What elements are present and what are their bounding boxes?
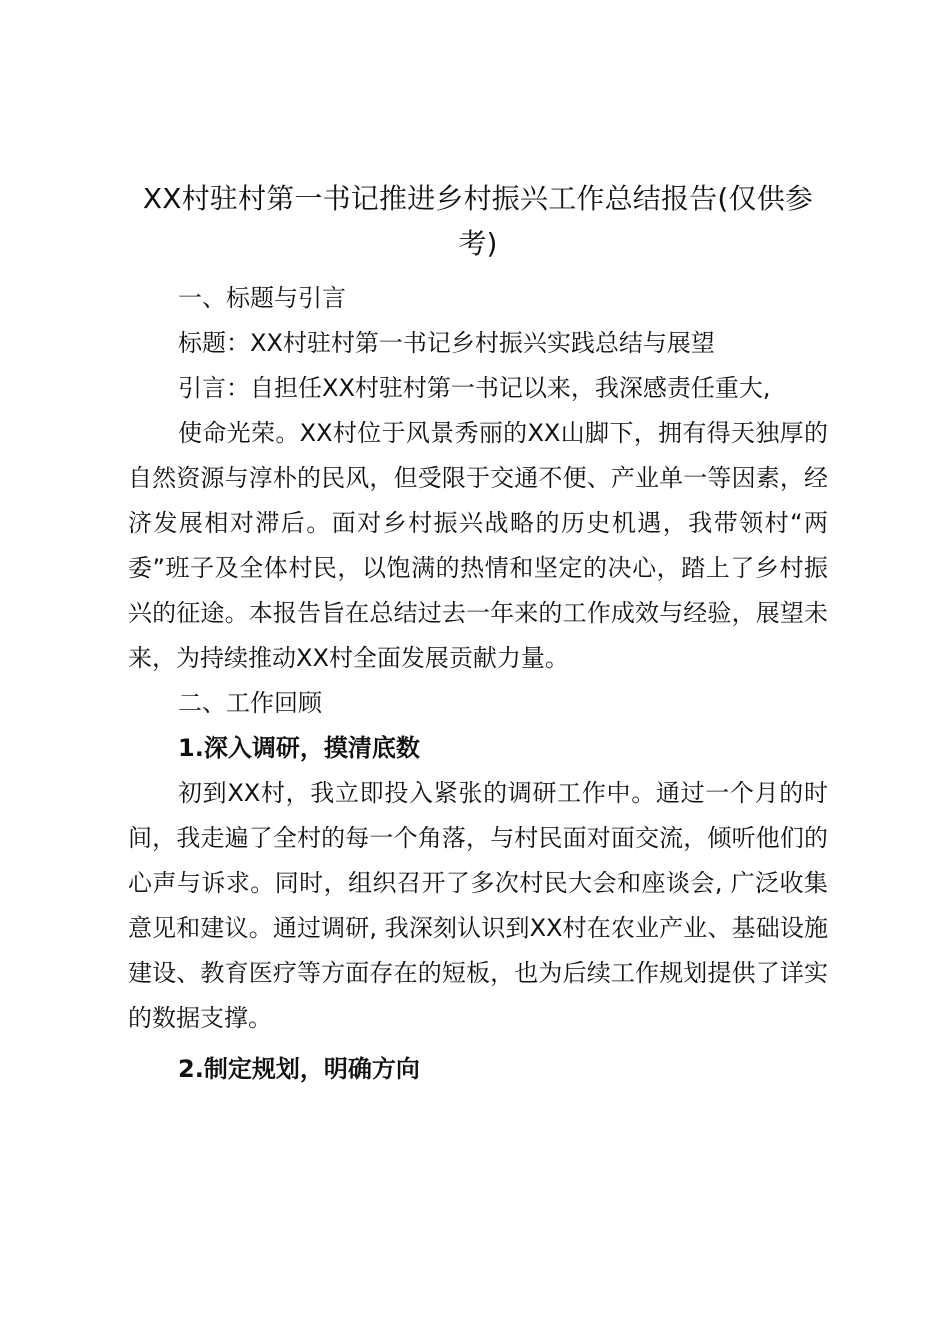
item-paragraph-research: 初到XX村，我立即投入紧张的调研工作中。通过一个月的时间，我走遍了全村的每一个角落，与村民面对面交流，倾听他们的心声与诉求。同时，组织召开了多次村民大会和座谈会, 广泛收集意见和建议。通过调研, 我深刻认识到XX村在农业产业、基础设施建设、教育医疗等方面存在的短板，也为后续工作规划提供了详实的数据支撑。 <box>128 779 828 1032</box>
intro-line: 引言：自担任XX村驻村第一书记以来，我深感责任重大, <box>178 374 771 402</box>
intro-paragraph: 使命光荣。XX村位于风景秀丽的XX山脚下，拥有得天独厚的自然资源与淳朴的民风，但受限于交通不便、产业单一等因素，经济发展相对滞后。面对乡村振兴战略的历史机遇，我带领村“两委”班子及全体村民，以饱满的热情和坚定的决心，踏上了乡村振兴的征途。本报告旨在总结过去一年来的工作成效与经验，展望未来，为持续推动XX村全面发展贡献力量。 <box>128 419 828 672</box>
document-title: XX村驻村第一书记推进乡村振兴工作总结报告(仅供参考) <box>142 182 814 260</box>
item-heading-planning: 2.制定规划，明确方向 <box>178 1055 420 1083</box>
section-heading-review: 二、工作回顾 <box>178 689 322 717</box>
subtitle-line: 标题：XX村驻村第一书记乡村振兴实践总结与展望 <box>178 329 715 357</box>
section-heading-intro: 一、标题与引言 <box>178 284 346 312</box>
item-heading-research: 1.深入调研，摸清底数 <box>178 734 420 762</box>
document-body <box>128 276 828 1092</box>
